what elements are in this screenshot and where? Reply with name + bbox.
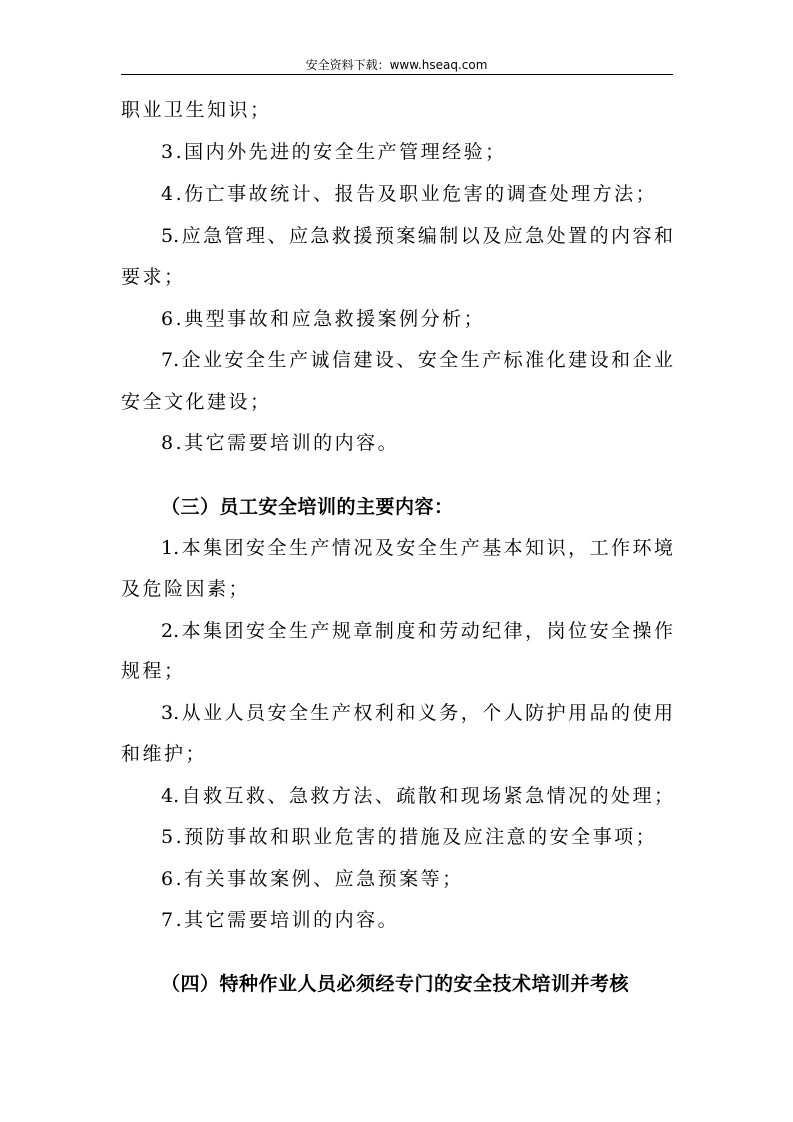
list-item: 5.预防事故和职业危害的措施及应注意的安全事项； (161, 826, 658, 848)
section-heading: （四）特种作业人员必须经专门的安全技术培训并考核 (161, 973, 630, 995)
header-divider (121, 74, 673, 75)
page-header: 安全资料下载：www.hseaq.com (305, 58, 488, 72)
text-line: 规程； (121, 660, 186, 682)
list-item: 8.其它需要培训的内容。 (161, 432, 400, 454)
list-item: 5.应急管理、应急救援预案编制以及应急处置的内容和 (161, 225, 673, 247)
text-line: 安全文化建设； (121, 391, 272, 413)
list-item: 2.本集团安全生产规章制度和劳动纪律，岗位安全操作 (161, 620, 673, 642)
list-item: 3.国内外先进的安全生产管理经验； (161, 141, 507, 163)
text-line: 职业卫生知识； (121, 99, 272, 121)
text-line: 和维护； (121, 743, 208, 765)
text-line: 及危险因素； (121, 578, 251, 600)
section-heading: （三）员工安全培训的主要内容： (161, 496, 454, 518)
list-item: 4.自救互救、急救方法、疏散和现场紧急情况的处理； (161, 785, 673, 807)
list-item: 6.典型事故和应急救援案例分析； (161, 308, 486, 330)
list-item: 7.企业安全生产诚信建设、安全生产标准化建设和企业 (161, 349, 673, 371)
list-item: 6.有关事故案例、应急预案等； (161, 868, 464, 890)
list-item: 4.伤亡事故统计、报告及职业危害的调查处理方法； (161, 183, 658, 205)
list-item: 7.其它需要培训的内容。 (161, 909, 400, 931)
text-line: 要求； (121, 266, 186, 288)
list-item: 3.从业人员安全生产权利和义务，个人防护用品的使用 (161, 702, 673, 724)
list-item: 1.本集团安全生产情况及安全生产基本知识，工作环境 (161, 537, 673, 559)
